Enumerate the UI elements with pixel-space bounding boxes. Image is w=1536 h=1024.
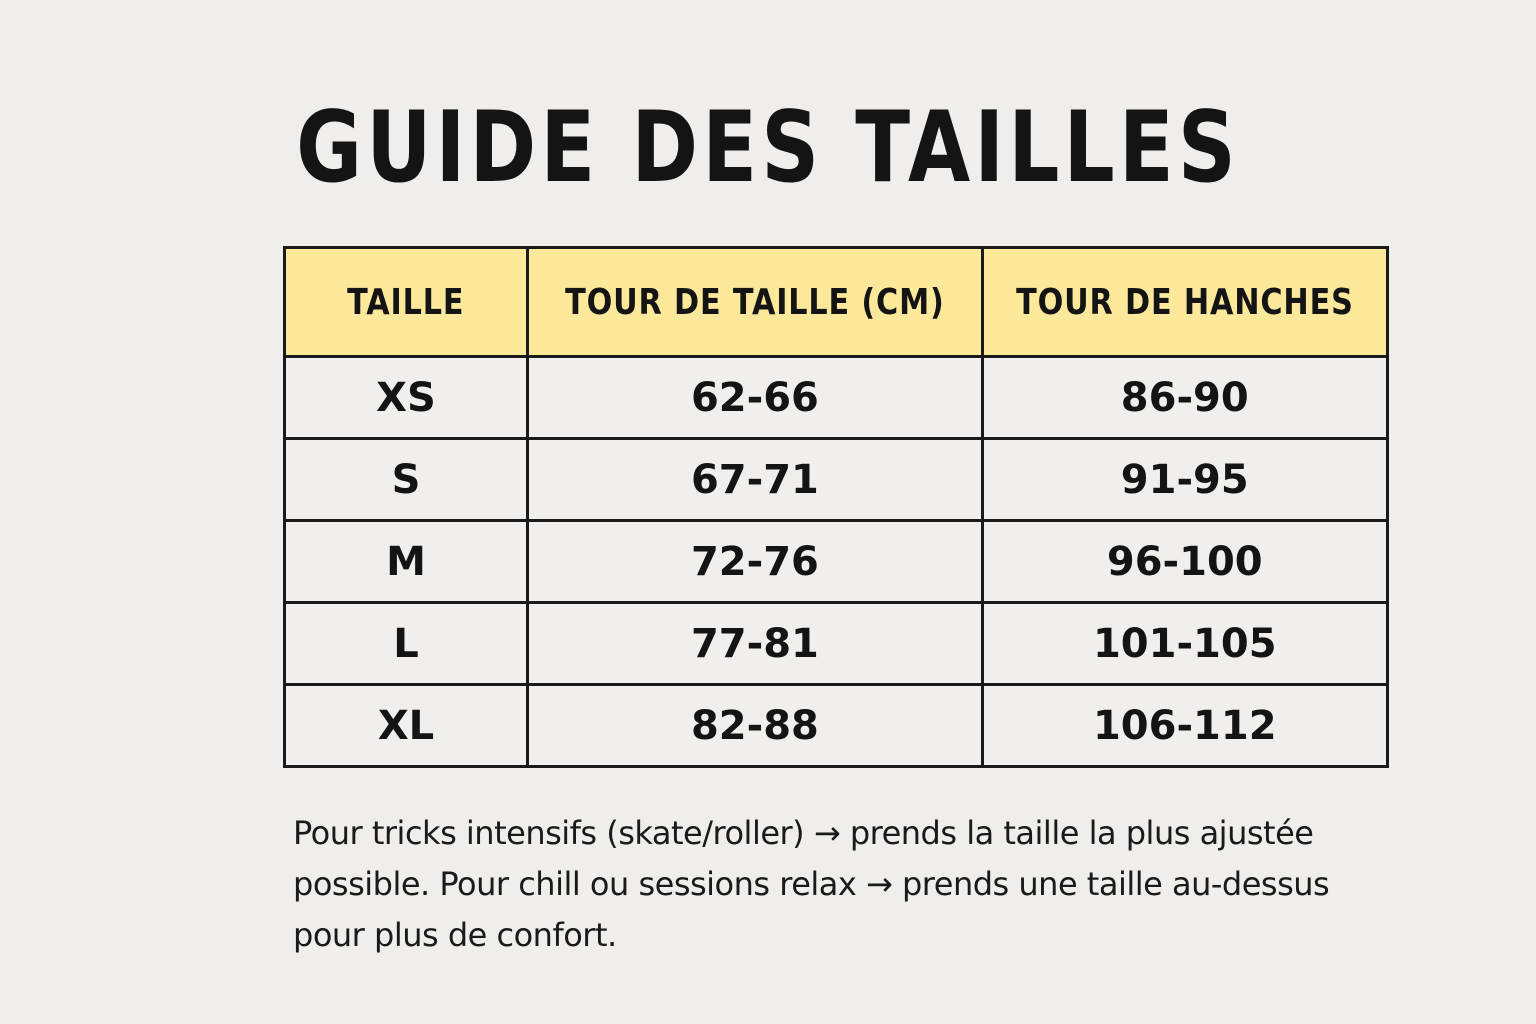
cell-waist: 82-88 xyxy=(528,685,983,767)
cell-hips: 96-100 xyxy=(982,521,1387,603)
cell-size: XL xyxy=(285,685,528,767)
header-size-label: TAILLE xyxy=(347,281,465,323)
header-hips-label: TOUR DE HANCHES xyxy=(1015,281,1354,323)
cell-size: XS xyxy=(285,357,528,439)
page-title: GUIDE DES TAILLES xyxy=(296,91,1240,205)
cell-hips: 86-90 xyxy=(982,357,1387,439)
table-row xyxy=(285,685,1388,767)
cell-size: M xyxy=(285,521,528,603)
header-size xyxy=(285,248,528,357)
header-waist xyxy=(528,248,983,357)
table-header-row xyxy=(285,248,1388,357)
cell-waist: 72-76 xyxy=(528,521,983,603)
fit-advice-note: Pour tricks intensifs (skate/roller) → prends la taille la plus ajustée possible. Pour chill ou sessions relax → prends une taille au-dessus pour plus de confort. xyxy=(293,814,1330,954)
cell-waist: 62-66 xyxy=(528,357,983,439)
cell-hips: 106-112 xyxy=(982,685,1387,767)
table-row xyxy=(285,521,1388,603)
size-chart-table xyxy=(283,246,1389,768)
header-hips xyxy=(982,248,1387,357)
cell-waist: 67-71 xyxy=(528,439,983,521)
cell-hips: 101-105 xyxy=(982,603,1387,685)
cell-hips: 91-95 xyxy=(982,439,1387,521)
table-row xyxy=(285,357,1388,439)
cell-waist: 77-81 xyxy=(528,603,983,685)
table-row xyxy=(285,603,1388,685)
table-row xyxy=(285,439,1388,521)
cell-size: L xyxy=(285,603,528,685)
cell-size: S xyxy=(285,439,528,521)
header-waist-label: TOUR DE TAILLE (CM) xyxy=(565,281,945,323)
